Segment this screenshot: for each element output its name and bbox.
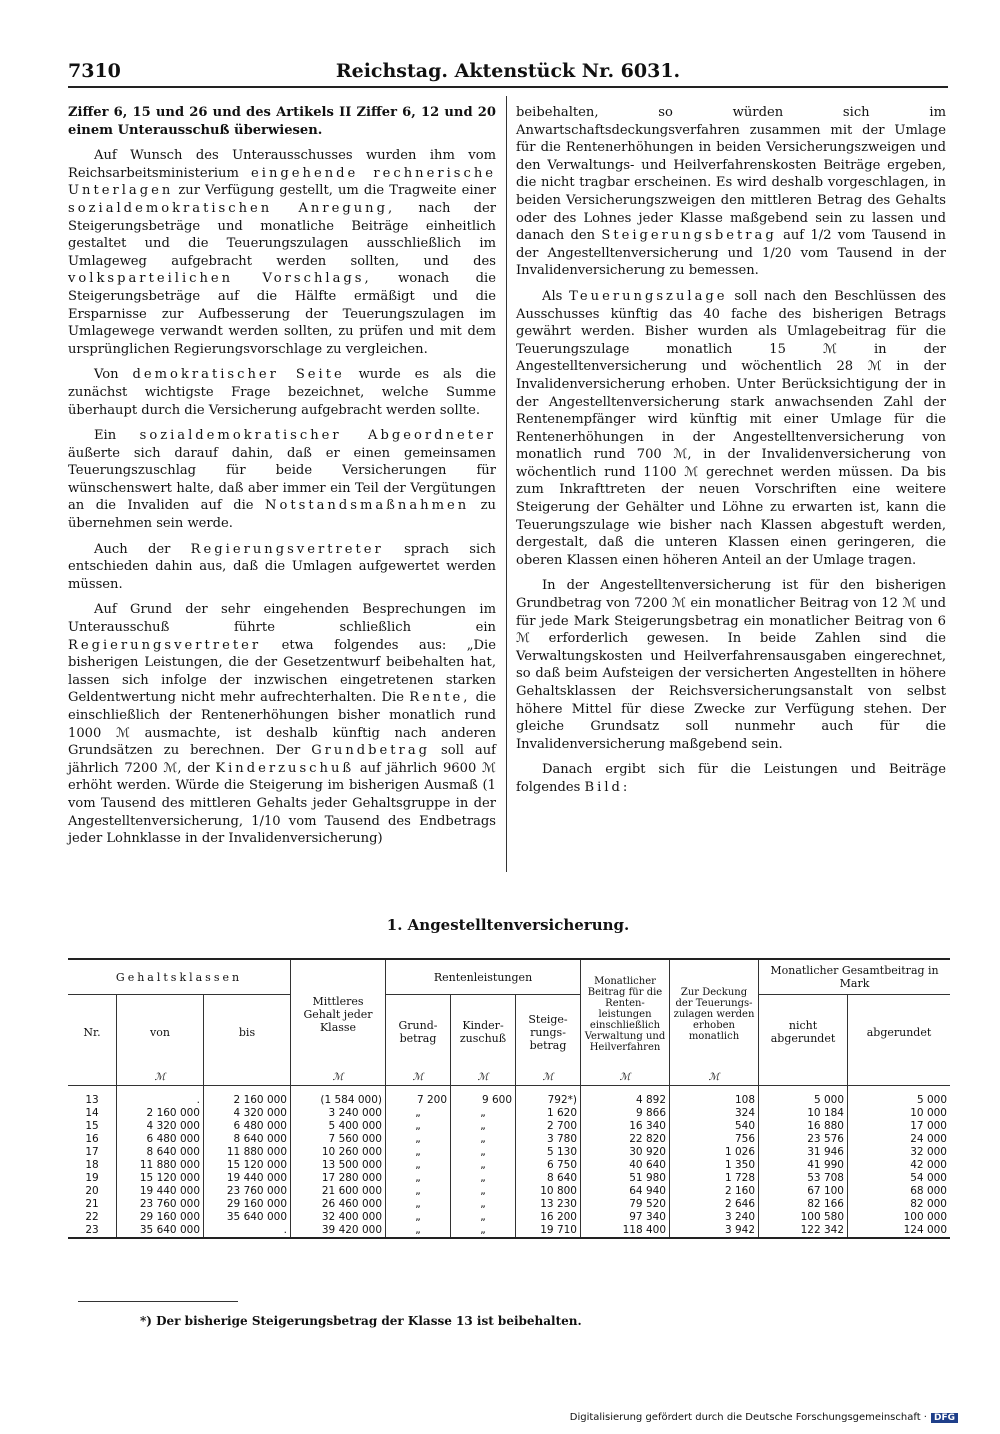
table-cell-kind: „ <box>451 1107 516 1120</box>
paragraph: Auf Grund der sehr eingehenden Besprechungen im Unterausschuß führte schließlich ein Regierungsvertreter etwa folgendes aus: „Die bisherigen Leistungen, die der Gesetzentwurf beibehalten hat, lassen sich infolge der inzwischen eingetretenen starken Geldentwertung nicht mehr aufrechterhalten. Die Rente, die einschließlich der Rentenerhöhungen bisher monatlich rund 1000 ℳ ausmachte, ist deshalb künftig nach anderen Grundsätzen zu berechnen. Der Grundbetrag soll auf jährlich 7200 ℳ, der Kinderzuschuß auf jährlich 9600 ℳ erhöht werden. Würde die Steigerung im bisherigen Ausmaß (1 vom Tausend des mittleren Gehalts jeder Gehaltsgruppe in der Angestelltenversicherung, 1/10 vom Tausend des Endbetrags jeder Lohnklasse in der Invalidenversicherung) <box>68 602 497 847</box>
table-cell-mittel: 32 400 000 <box>291 1211 386 1224</box>
page-title: Reichstag. Aktenstück Nr. 6031. <box>335 60 681 82</box>
table-cell-deckung: 1 350 <box>670 1159 759 1172</box>
header-kinderzuschuss: Kinder-zuschuß <box>451 995 516 1070</box>
table-cell-grund: „ <box>386 1159 451 1172</box>
header-gesamtbeitrag: Monatlicher Gesamtbeitrag in Mark <box>759 959 951 995</box>
table-cell-nicht: 67 100 <box>759 1185 848 1198</box>
header-nr: Nr. <box>83 1025 101 1039</box>
table-cell-bis: 4 320 000 <box>204 1107 291 1120</box>
table-cell-von: 15 120 000 <box>117 1172 204 1185</box>
table-row <box>68 1185 950 1198</box>
unit-cell <box>759 1069 848 1086</box>
table-cell-bis: 8 640 000 <box>204 1133 291 1146</box>
table-cell-beitrag: 40 640 <box>581 1159 670 1172</box>
table-cell-mittel: 3 240 000 <box>291 1107 386 1120</box>
table-cell-abger: 5 000 <box>848 1094 951 1107</box>
table-cell-abger: 68 000 <box>848 1185 951 1198</box>
table-cell-deckung: 108 <box>670 1094 759 1107</box>
table-cell-steig: 2 700 <box>516 1120 581 1133</box>
header-steigerungsbetrag: Steige-rungs-betrag <box>516 995 581 1070</box>
table-cell-mittel: 26 460 000 <box>291 1198 386 1211</box>
credit-text: Digitalisierung gefördert durch die Deutsche Forschungsgemeinschaft · <box>569 1412 927 1423</box>
table-row <box>68 1120 950 1133</box>
table-cell-nr: 23 <box>68 1224 117 1238</box>
table-cell-von: 19 440 000 <box>117 1185 204 1198</box>
table-cell-steig: 13 230 <box>516 1198 581 1211</box>
table-cell-mittel: 17 280 000 <box>291 1172 386 1185</box>
table-cell-nr: 18 <box>85 1159 99 1171</box>
table-cell-von: . <box>117 1094 204 1107</box>
unit-cell: ℳ <box>670 1069 759 1086</box>
unit-cell: ℳ <box>291 1069 386 1086</box>
table-cell-beitrag: 79 520 <box>581 1198 670 1211</box>
table-cell-beitrag: 64 940 <box>581 1185 670 1198</box>
table-cell-steig: 5 130 <box>516 1146 581 1159</box>
header-abgerundet: abgerundet <box>848 995 951 1070</box>
table-row <box>68 1146 950 1159</box>
table-cell-steig: 19 710 <box>516 1224 581 1238</box>
paragraph: Auf Wunsch des Unterausschusses wurden ihm vom Reichsarbeitsministerium eingehende rechnerische Unterlagen zur Verfügung gestellt, um die Tragweite einer sozialdemokratischen Anregung, nach der Steigerungsbeträge und monatliche Beiträge einheitlich gestaltet und die Teuerungszulagen ausschließlich im Umlageweg aufgebracht werden sollten, und des volksparteilichen Vorschlags, wonach die Steigerungsbeträge auf die Hälfte ermäßigt und die Ersparnisse zur Aufbesserung der Teuerungszulagen im Umlagewege verwandt werden sollten, zu prüfen und mit dem ursprünglichen Regierungsvorschlage zu vergleichen. <box>68 148 496 357</box>
table-row <box>68 1107 950 1120</box>
table-cell-steig: 10 800 <box>516 1185 581 1198</box>
table-row <box>68 1224 950 1238</box>
table-cell-von: 23 760 000 <box>117 1198 204 1211</box>
table-cell-beitrag: 16 340 <box>581 1120 670 1133</box>
table-cell-beitrag: 22 820 <box>581 1133 670 1146</box>
table-cell-abger: 10 000 <box>848 1107 951 1120</box>
table-cell-bis: 35 640 000 <box>204 1211 291 1224</box>
dfg-logo: DFG <box>931 1413 958 1423</box>
table-row <box>68 1094 950 1107</box>
table-cell-deckung: 1 728 <box>670 1172 759 1185</box>
table-cell-nicht: 53 708 <box>759 1172 848 1185</box>
table-cell-steig: 1 620 <box>516 1107 581 1120</box>
unit-cell <box>848 1069 951 1086</box>
header-deckung: Zur Deckung der Teuerungs-zulagen werden erhoben monatlich <box>670 959 759 1069</box>
footnote: *) Der bisherige Steigerungsbetrag der Klasse 13 ist beibehalten. <box>140 1314 582 1328</box>
table-row <box>68 1198 950 1211</box>
table-cell-bis: 15 120 000 <box>204 1159 291 1172</box>
table-cell-kind: „ <box>451 1146 516 1159</box>
table-cell-mittel: 21 600 000 <box>291 1185 386 1198</box>
table-cell-grund: „ <box>386 1211 451 1224</box>
table-body <box>68 1086 950 1239</box>
table-cell-beitrag: 9 866 <box>581 1107 670 1120</box>
table-cell-grund: 7 200 <box>386 1094 451 1107</box>
unit-cell: ℳ <box>386 1069 451 1086</box>
table-cell-deckung: 1 026 <box>670 1146 759 1159</box>
table-cell-mittel: 5 400 000 <box>291 1120 386 1133</box>
table-cell-deckung: 540 <box>670 1120 759 1133</box>
header-rule <box>68 86 948 88</box>
table-cell-nr: 15 <box>85 1120 99 1132</box>
table-cell-abger: 17 000 <box>848 1120 951 1133</box>
table-cell-von: 4 320 000 <box>117 1120 204 1133</box>
table-cell-bis: 29 160 000 <box>204 1198 291 1211</box>
paragraph: Ziffer 6, 15 und 26 und des Artikels II Ziffer 6, 12 und 20 einem Unterausschuß überwiesen. <box>68 105 496 138</box>
header-nicht-abgerundet: nicht abgerundet <box>759 995 848 1070</box>
table-cell-kind: „ <box>451 1133 516 1146</box>
table-spacer-row <box>68 1086 950 1095</box>
table-cell-abger: 32 000 <box>848 1146 951 1159</box>
table-cell-deckung: 2 160 <box>670 1185 759 1198</box>
table-cell-abger: 82 000 <box>848 1198 951 1211</box>
table-cell-grund: „ <box>386 1198 451 1211</box>
table-cell-von: 2 160 000 <box>117 1107 204 1120</box>
table-cell-bis: 6 480 000 <box>204 1120 291 1133</box>
table-cell-nr: 20 <box>85 1185 99 1197</box>
table-cell-steig: 8 640 <box>516 1172 581 1185</box>
unit-cell <box>204 1069 291 1086</box>
header-monatlicher-beitrag: Monatlicher Beitrag für die Renten-leistungen einschließlich Verwaltung und Heilverfahren <box>581 959 670 1069</box>
table-row <box>68 1172 950 1185</box>
table-cell-abger: 24 000 <box>848 1133 951 1146</box>
table-cell-kind: „ <box>451 1185 516 1198</box>
table-cell-kind: 9 600 <box>451 1094 516 1107</box>
table-cell-nr: 19 <box>85 1172 99 1184</box>
table-cell-nicht: 41 990 <box>759 1159 848 1172</box>
table-cell-bis: 11 880 000 <box>204 1146 291 1159</box>
unit-cell: ℳ <box>451 1069 516 1086</box>
table-cell-steig: 792*) <box>516 1094 581 1107</box>
table-cell-deckung: 756 <box>670 1133 759 1146</box>
paragraph: beibehalten, so würden sich im Anwartschaftsdeckungsverfahren zusammen mit der Umlage für die Rentenerhöhungen in beiden Versicherungszweigen und den Verwaltungs- und Heilverfahrenskosten Beiträge ergeben, die nicht tragbar erscheinen. Es wird deshalb vorgeschlagen, in beiden Versicherungszweigen den mittleren Betrag des Gehalts oder des Lohnes jeder Klasse maßgebend sein zu lassen und danach den Steigerungsbetrag auf 1/2 vom Tausend in der Angestelltenversicherung und 1/20 vom Tausend in der Invalidenversicherung zu bemessen. <box>516 105 946 279</box>
data-table <box>68 958 950 1239</box>
table-cell-grund: „ <box>386 1146 451 1159</box>
table-cell-von: 8 640 000 <box>117 1146 204 1159</box>
table-cell-bis: 19 440 000 <box>204 1172 291 1185</box>
header-bis: bis <box>204 995 291 1070</box>
footnote-rule <box>78 1301 238 1302</box>
table-cell-deckung: 2 646 <box>670 1198 759 1211</box>
unit-cell <box>68 1069 117 1086</box>
table-cell-nr: 16 <box>85 1133 99 1145</box>
header-rentenleistungen: Rentenleistungen <box>386 959 581 995</box>
page-number: 7310 <box>68 60 121 82</box>
table-cell-nicht: 10 184 <box>759 1107 848 1120</box>
table-cell-bis: . <box>204 1224 291 1238</box>
header-gehaltsklassen: Gehaltsklassen <box>68 959 291 995</box>
table-cell-steig: 6 750 <box>516 1159 581 1172</box>
table-cell-beitrag: 51 980 <box>581 1172 670 1185</box>
unit-cell: ℳ <box>581 1069 670 1086</box>
table-cell-nicht: 23 576 <box>759 1133 848 1146</box>
table-cell-kind: „ <box>451 1159 516 1172</box>
table-cell-kind: „ <box>451 1120 516 1133</box>
table-cell-kind: „ <box>451 1172 516 1185</box>
paragraph: Von demokratischer Seite wurde es als die zunächst wichtigste Frage bezeichnet, welche Summe überhaupt durch die Versicherung aufgebracht werden sollte. <box>68 367 496 418</box>
paragraph: Als Teuerungszulage soll nach den Beschlüssen des Ausschusses künftig das 40 fache des bisherigen Betrags gewährt werden. Bisher wurden als Umlagebeitrag für die Teuerungszulage monatlich 15 ℳ in der Angestelltenversicherung und wöchentlich 28 ℳ in der Invalidenversicherung erhoben. Unter Berücksichtigung der in der Angestelltenversicherung stark anwachsenden Zahl der Rentenempfänger wird künftig mit einer Umlage für die Rentenerhöhungen in der Angestelltenversicherung von monatlich rund 700 ℳ, in der Invalidenversicherung von wöchentlich rund 1100 ℳ gerechnet werden müssen. Da bis zum Inkrafttreten der neuen Vorschriften eine weitere Steigerung der Gehälter und Löhne zu erwarten ist, kann die Teuerungszulage wie bisher nach Klassen abgestuft werden, dergestalt, daß die unteren Klassen einen geringeren, die oberen Klassen einen höheren Anteil an der Umlage tragen. <box>516 288 946 568</box>
table-cell-von: 29 160 000 <box>117 1211 204 1224</box>
header-grundbetrag: Grund-betrag <box>386 995 451 1070</box>
table-cell-kind: „ <box>451 1211 516 1224</box>
table-cell-beitrag: 118 400 <box>581 1224 670 1238</box>
table-cell-grund: „ <box>386 1224 451 1238</box>
table-cell-mittel: 13 500 000 <box>291 1159 386 1172</box>
table-cell-nr: 22 <box>85 1211 99 1223</box>
page-header <box>68 60 948 86</box>
table-cell-kind: „ <box>451 1224 516 1238</box>
table-cell-mittel: 7 560 000 <box>291 1133 386 1146</box>
table-cell-grund: „ <box>386 1107 451 1120</box>
table-cell-grund: „ <box>386 1120 451 1133</box>
header-von: von <box>117 995 204 1070</box>
digitization-credit <box>570 1412 958 1423</box>
table-cell-nr: 17 <box>85 1146 99 1158</box>
table-cell-mittel: (1 584 000) <box>291 1094 386 1107</box>
table-cell-bis: 23 760 000 <box>204 1185 291 1198</box>
right-column <box>516 104 946 805</box>
unit-cell: ℳ <box>516 1069 581 1086</box>
table-row <box>68 1211 950 1224</box>
table-cell-bis: 2 160 000 <box>204 1094 291 1107</box>
table-cell-nicht: 5 000 <box>759 1094 848 1107</box>
table-cell-mittel: 39 420 000 <box>291 1224 386 1238</box>
table-cell-nicht: 122 342 <box>759 1224 848 1238</box>
table-cell-grund: „ <box>386 1172 451 1185</box>
header-mittleres-gehalt: Mittleres Gehalt jeder Klasse <box>291 959 386 1069</box>
table-cell-von: 11 880 000 <box>117 1159 204 1172</box>
table-row <box>68 1133 950 1146</box>
table-cell-von: 6 480 000 <box>117 1133 204 1146</box>
table-cell-grund: „ <box>386 1185 451 1198</box>
table-cell-deckung: 3 240 <box>670 1211 759 1224</box>
table-cell-abger: 54 000 <box>848 1172 951 1185</box>
table-cell-nr: 13 <box>85 1094 99 1106</box>
table-cell-abger: 42 000 <box>848 1159 951 1172</box>
unit-cell: ℳ <box>117 1069 204 1086</box>
table-cell-deckung: 324 <box>670 1107 759 1120</box>
table-cell-nicht: 31 946 <box>759 1146 848 1159</box>
table-cell-beitrag: 97 340 <box>581 1211 670 1224</box>
table-cell-abger: 124 000 <box>848 1224 951 1238</box>
table-cell-nr: 14 <box>85 1107 99 1119</box>
table-cell-nicht: 16 880 <box>759 1120 848 1133</box>
table-cell-nr: 21 <box>85 1198 99 1210</box>
table-cell-von: 35 640 000 <box>117 1224 204 1238</box>
table-cell-steig: 3 780 <box>516 1133 581 1146</box>
paragraph: In der Angestelltenversicherung ist für den bisherigen Grundbetrag von 7200 ℳ ein monatlicher Beitrag von 12 ℳ und für jede Mark Steigerungsbetrag ein monatlicher Beitrag von 6 ℳ erforderlich gewesen. In beide Zahlen sind die Verwaltungskosten und Heilverfahrensausgaben eingerechnet, so daß beim Aufsteigen der versicherten Angestellten in höhere Gehaltsklassen der Reichsversicherungsanstalt von selbst höhere Mittel für diese Zwecke zur Verfügung stehen. Der gleiche Grundsatz soll nunmehr auch für die Invalidenversicherung maßgebend sein. <box>516 578 946 752</box>
table-cell-nicht: 82 166 <box>759 1198 848 1211</box>
table-cell-beitrag: 30 920 <box>581 1146 670 1159</box>
table-cell-nicht: 100 580 <box>759 1211 848 1224</box>
table-title: 1. Angestelltenversicherung. <box>386 916 630 934</box>
paragraph: Danach ergibt sich für die Leistungen und Beiträge folgendes Bild: <box>516 762 946 795</box>
table-cell-kind: „ <box>451 1198 516 1211</box>
table-cell-beitrag: 4 892 <box>581 1094 670 1107</box>
table-cell-abger: 100 000 <box>848 1211 951 1224</box>
table-cell-grund: „ <box>386 1133 451 1146</box>
paragraph: Ein sozialdemokratischer Abgeordneter äußerte sich darauf dahin, daß er einen gemeinsamen Teuerungszuschlag für beide Versicherungen für wünschenswert halte, daß aber immer ein Teil der Vergütungen an die Invaliden auf die Notstandsmaßnahmen zu übernehmen sein werde. <box>68 428 496 532</box>
table-cell-steig: 16 200 <box>516 1211 581 1224</box>
column-divider <box>506 96 507 872</box>
table-row <box>68 1159 950 1172</box>
paragraph: Auch der Regierungsvertreter sprach sich entschieden dahin aus, daß die Umlagen aufgewertet werden müssen. <box>68 541 496 592</box>
table-cell-mittel: 10 260 000 <box>291 1146 386 1159</box>
left-column <box>68 104 496 856</box>
table-cell-deckung: 3 942 <box>670 1224 759 1238</box>
